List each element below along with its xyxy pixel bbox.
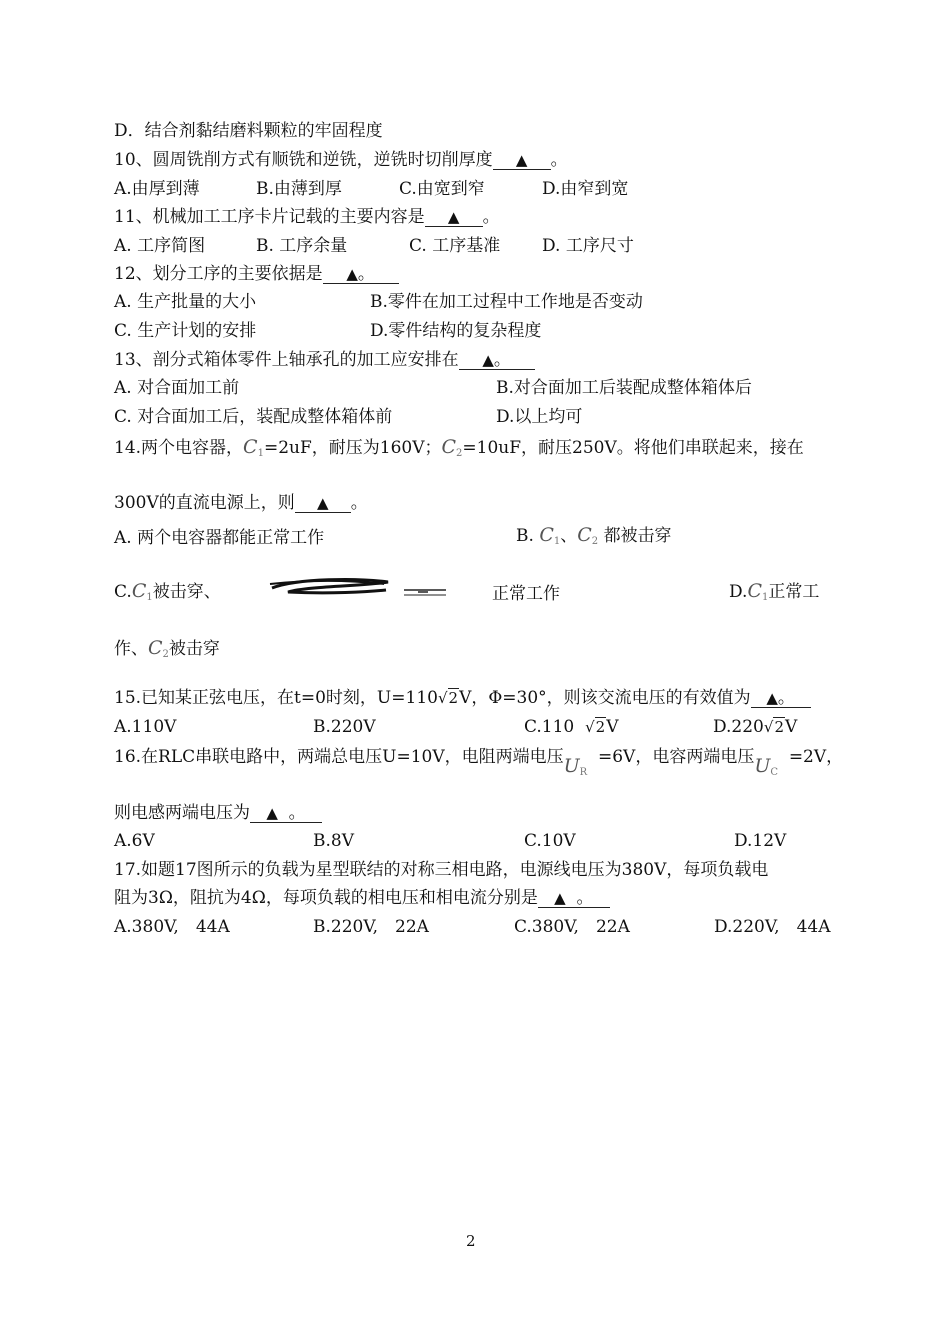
q15-option-a: A.110V <box>114 717 177 737</box>
q16-option-b: B.8V <box>313 831 354 851</box>
q14-stem-line1 <box>114 436 804 462</box>
q10-option-d: D.由窄到宽 <box>542 179 629 199</box>
q14-option-b-label: B. <box>516 526 534 546</box>
q14-option-d-label: D. <box>729 582 748 602</box>
q15-stem-pre: 15.已知某正弦电压，在t=0时刻，U=110 <box>114 688 438 708</box>
q17-stem-line1: 17.如题17图所示的负载为星型联结的对称三相电路，电源线电压为380V，每项负载电 <box>114 860 769 880</box>
uc-subscript: C <box>770 767 778 778</box>
sqrt-radicand: 2 <box>774 718 784 736</box>
q11-option-b: B. 工序余量 <box>256 236 348 256</box>
triangle-icon: ▲ <box>482 351 494 369</box>
c1-subscript: 1 <box>146 592 153 603</box>
q17-stem-end: 。 <box>576 888 594 908</box>
q16-option-a: A.6V <box>114 831 155 851</box>
c1-symbol: C <box>539 524 554 546</box>
q11-option-c: C. 工序基准 <box>409 236 501 256</box>
q17-line2-pre: 阻为3Ω，阻抗为4Ω，每项负载的相电压和相电流分别是 <box>114 888 538 908</box>
sqrt-symbol: √2 <box>585 718 606 736</box>
q15-option-d-post: V <box>785 717 798 737</box>
q16-option-c: C.10V <box>524 831 576 851</box>
q13-option-c: C. 对合面加工后，装配成整体箱体前 <box>114 407 393 427</box>
q17-option-a: A.380V, 44A <box>114 917 230 937</box>
q17-option-c: C.380V, 22A <box>514 917 630 937</box>
q12-option-c: C. 生产计划的安排 <box>114 321 257 341</box>
c2-subscript: 2 <box>591 536 599 547</box>
q16-stem-post: =2V， <box>788 747 844 767</box>
q12-stem-text: 12、划分工序的主要依据是 <box>114 264 323 284</box>
sqrt-symbol: √2 <box>437 689 459 707</box>
q10-stem <box>114 149 568 171</box>
q15-stem-mid: V，Φ=30°，则该交流电压的有效值为 <box>459 688 751 708</box>
q13-stem <box>114 349 535 371</box>
q14-option-b-text: 都被击穿 <box>603 526 672 546</box>
q11-option-a: A. 工序简图 <box>114 236 206 256</box>
triangle-icon: ▲ <box>266 804 278 822</box>
q16-stem <box>114 745 844 778</box>
page-number: 2 <box>466 1232 476 1250</box>
q14-option-d-text: 正常工 <box>768 582 820 602</box>
q12-stem-end: 。 <box>357 264 375 284</box>
c1-symbol: C <box>243 436 258 458</box>
triangle-icon: ▲ <box>515 151 528 169</box>
c1-subscript: 1 <box>553 536 561 547</box>
q10-option-a: A.由厚到薄 <box>114 179 200 199</box>
q12-option-a: A. 生产批量的大小 <box>114 292 257 312</box>
q16-stem-end: 。 <box>288 803 306 823</box>
q14-option-b-sep: 、 <box>560 526 578 546</box>
q14-option-d <box>729 580 819 606</box>
q16-line2-pre: 则电感两端电压为 <box>114 803 250 823</box>
q17-option-b: B.220V, 22A <box>313 917 429 937</box>
q15-answer-blank[interactable] <box>751 689 811 708</box>
q14-option-d-cont-pre: 作、 <box>114 639 148 659</box>
q12-stem <box>114 263 399 285</box>
q14-stem-a: 14.两个电容器， <box>114 438 244 458</box>
q11-stem <box>114 206 500 228</box>
triangle-icon: ▲ <box>447 208 460 226</box>
q16-option-d: D.12V <box>734 831 787 851</box>
q12-option-d: D.零件结构的复杂程度 <box>370 321 542 341</box>
q10-stem-end: 。 <box>550 150 568 170</box>
q14-stem-c: =10uF，耐压250V。将他们串联起来，接在 <box>462 438 804 458</box>
q14-option-a: A. 两个电容器都能正常工作 <box>114 528 325 548</box>
q13-option-a: A. 对合面加工前 <box>114 378 240 398</box>
q16-stem-mid: =6V，电容两端电压 <box>597 747 755 767</box>
q15-stem-end: 。 <box>777 688 795 708</box>
ur-symbol: U <box>563 755 580 777</box>
q14-option-c <box>114 580 221 606</box>
q13-stem-text: 13、剖分式箱体零件上轴承孔的加工应安排在 <box>114 350 459 370</box>
c2-subscript: 2 <box>162 649 169 660</box>
c2-symbol: C <box>577 524 592 546</box>
c2-symbol: C <box>148 637 163 659</box>
sqrt-symbol: √2 <box>763 718 784 736</box>
q14-stem-line2-text: 300V的直流电源上，则 <box>114 493 295 513</box>
q15-option-c-pre: C.110 <box>524 717 575 737</box>
q17-stem-line2 <box>114 887 610 909</box>
q15-option-d <box>713 716 797 738</box>
q17-answer-blank[interactable] <box>538 889 610 908</box>
q15-option-c <box>524 716 618 738</box>
sqrt-radicand: 2 <box>448 689 459 707</box>
ink-smudge <box>268 576 458 600</box>
q16-stem-pre: 16.在RLC串联电路中，两端总电压U=10V，电阻两端电压 <box>114 747 564 767</box>
q16-answer-blank[interactable] <box>250 804 322 823</box>
q13-option-b: B.对合面加工后装配成整体箱体后 <box>496 378 752 398</box>
q17-option-d: D.220V, 44A <box>714 917 831 937</box>
q14-option-c-tail: 正常工作 <box>492 584 560 604</box>
q10-option-b: B.由薄到厚 <box>256 179 342 199</box>
q14-stem-line2 <box>114 492 368 514</box>
triangle-icon: ▲ <box>554 889 566 907</box>
q13-option-d: D.以上均可 <box>496 407 583 427</box>
q11-stem-text: 11、机械加工工序卡片记载的主要内容是 <box>114 207 425 227</box>
q10-answer-blank[interactable] <box>493 151 551 170</box>
q14-stem-end: 。 <box>350 493 368 513</box>
q15-stem <box>114 687 811 709</box>
c2-symbol: C <box>441 436 457 458</box>
q15-option-c-post: V <box>606 717 619 737</box>
q16-stem-line2 <box>114 802 322 824</box>
q14-stem-b: =2uF，耐压为160V； <box>263 438 442 458</box>
q13-stem-end: 。 <box>493 350 511 370</box>
c1-subscript: 1 <box>257 448 264 459</box>
triangle-icon: ▲ <box>346 265 358 283</box>
q14-option-d-cont-post: 被击穿 <box>168 639 220 659</box>
q15-option-b: B.220V <box>313 717 376 737</box>
c2-subscript: 2 <box>456 448 463 459</box>
q12-answer-blank[interactable] <box>323 265 399 284</box>
q15-option-d-pre: D.220 <box>713 717 764 737</box>
q10-option-c: C.由宽到窄 <box>399 179 485 199</box>
triangle-icon: ▲ <box>316 494 329 512</box>
q12-option-b: B.零件在加工过程中工作地是否变动 <box>370 292 643 312</box>
q14-option-b <box>516 524 672 550</box>
q14-option-c-label: C. <box>114 582 132 602</box>
q13-answer-blank[interactable] <box>459 351 535 370</box>
c1-symbol: C <box>747 580 762 602</box>
ur-subscript: R <box>579 767 588 778</box>
c1-subscript: 1 <box>761 592 769 603</box>
q14-answer-blank[interactable] <box>295 494 351 513</box>
q14-option-d-cont <box>114 637 220 663</box>
q11-option-d: D. 工序尺寸 <box>542 236 634 256</box>
q11-answer-blank[interactable] <box>425 208 483 227</box>
c1-symbol: C <box>131 580 147 602</box>
q14-option-c-text: 被击穿、 <box>152 582 221 602</box>
sqrt-radicand: 2 <box>595 718 606 736</box>
q9-option-d: D．结合剂黏结磨料颗粒的牢固程度 <box>114 121 383 141</box>
q11-stem-end: 。 <box>482 207 500 227</box>
q10-stem-text: 10、圆周铣削方式有顺铣和逆铣，逆铣时切削厚度 <box>114 150 493 170</box>
triangle-icon: ▲ <box>766 689 778 707</box>
uc-symbol: U <box>754 755 771 777</box>
